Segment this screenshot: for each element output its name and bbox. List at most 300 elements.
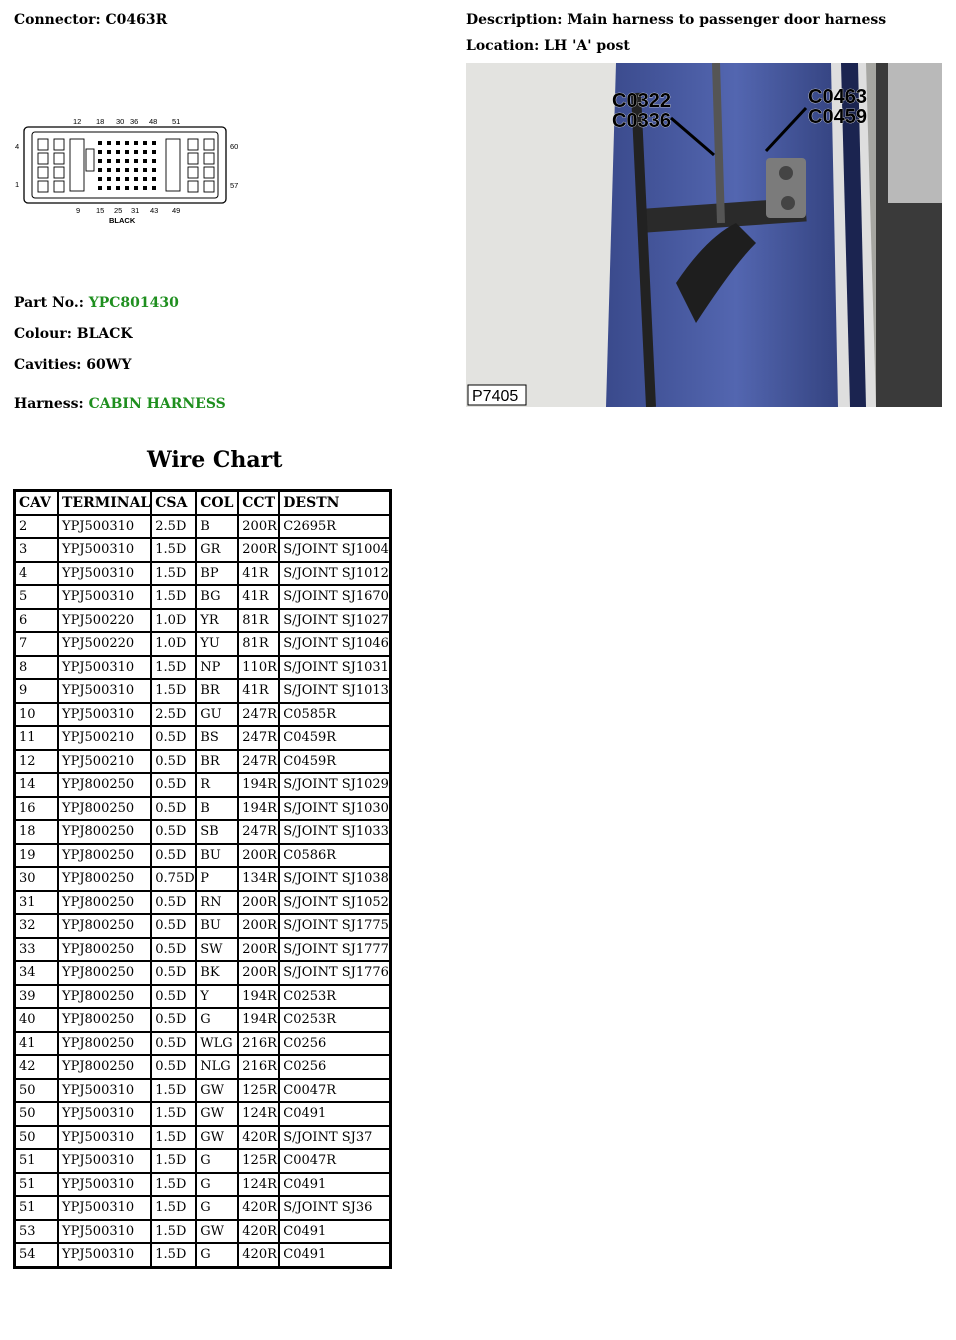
table-cell: S/JOINT SJ1013: [279, 679, 390, 703]
table-cell: 41R: [238, 562, 279, 586]
connector-cavity: [188, 139, 198, 150]
table-cell: 41: [15, 1032, 59, 1056]
pin-number-right: 60: [230, 142, 239, 151]
table-cell: S/JOINT SJ37: [279, 1126, 390, 1150]
connector-pin: [143, 159, 147, 163]
table-cell: 40: [15, 1008, 59, 1032]
connector-pin: [152, 150, 156, 154]
connector-pin: [107, 159, 111, 163]
table-cell: 19: [15, 844, 59, 868]
table-cell: S/JOINT SJ1775: [279, 914, 390, 938]
table-row: [15, 609, 391, 633]
connector-pin: [125, 168, 129, 172]
table-cell: GU: [196, 703, 238, 727]
part-number-link[interactable]: YPC801430: [88, 295, 179, 311]
table-cell: C0491: [279, 1220, 390, 1244]
table-cell: S/JOINT SJ1004: [279, 538, 390, 562]
connector-pin: [98, 177, 102, 181]
table-row: [15, 1220, 391, 1244]
connector-cavity: [204, 139, 214, 150]
table-cell: NLG: [196, 1055, 238, 1079]
wire-chart-title: Wire Chart: [147, 447, 283, 473]
connector-cavity: [54, 153, 64, 164]
connector-pin: [98, 141, 102, 145]
table-cell: 16: [15, 797, 59, 821]
cavities-label: Cavities:: [14, 357, 82, 373]
table-cell: YPJ800250: [58, 773, 151, 797]
column-header: COL: [196, 491, 238, 515]
table-row: [15, 1008, 391, 1032]
connector-pin: [152, 159, 156, 163]
table-cell: 1.5D: [151, 1149, 196, 1173]
table-row: [15, 562, 391, 586]
connector-cavity: [54, 181, 64, 192]
connector-pin: [134, 159, 138, 163]
table-cell: 34: [15, 961, 59, 985]
connector-pin: [143, 177, 147, 181]
table-cell: G: [196, 1008, 238, 1032]
table-cell: GW: [196, 1220, 238, 1244]
pin-number-bottom: 25: [114, 206, 123, 215]
table-cell: C0256: [279, 1055, 390, 1079]
table-cell: YPJ500310: [58, 1149, 151, 1173]
table-cell: 81R: [238, 632, 279, 656]
pin-number-bottom: 9: [76, 206, 81, 215]
table-cell: 134R: [238, 867, 279, 891]
table-cell: YPJ500310: [58, 1102, 151, 1126]
connector-pin: [152, 141, 156, 145]
table-row: [15, 703, 391, 727]
photo-bolt: [781, 196, 795, 210]
table-cell: B: [196, 515, 238, 539]
wire-chart-body: [15, 515, 391, 1268]
table-cell: 0.5D: [151, 1008, 196, 1032]
table-cell: BS: [196, 726, 238, 750]
table-cell: C2695R: [279, 515, 390, 539]
table-cell: YPJ500310: [58, 1243, 151, 1267]
table-cell: YPJ500310: [58, 1173, 151, 1197]
table-cell: S/JOINT SJ1033: [279, 820, 390, 844]
table-cell: Y: [196, 985, 238, 1009]
table-cell: 1.5D: [151, 1102, 196, 1126]
connector-pin: [143, 150, 147, 154]
table-cell: GW: [196, 1126, 238, 1150]
table-cell: YPJ500210: [58, 726, 151, 750]
table-cell: 50: [15, 1126, 59, 1150]
table-cell: YPJ800250: [58, 1008, 151, 1032]
pin-number-right: 57: [230, 181, 239, 190]
table-cell: 420R: [238, 1196, 279, 1220]
table-cell: 247R: [238, 750, 279, 774]
table-cell: RN: [196, 891, 238, 915]
colour-line: [14, 326, 133, 342]
table-cell: S/JOINT SJ1030: [279, 797, 390, 821]
callout-label: C0459: [808, 106, 867, 128]
description-line: [466, 12, 886, 28]
table-cell: 50: [15, 1079, 59, 1103]
table-row: [15, 961, 391, 985]
colour-label: Colour:: [14, 326, 72, 342]
pin-number-bottom: 15: [96, 206, 105, 215]
pin-number-top: 18: [96, 117, 105, 126]
cavities-value: 60WY: [86, 357, 132, 373]
connector-pin: [98, 186, 102, 190]
table-cell: 0.5D: [151, 891, 196, 915]
table-cell: BU: [196, 914, 238, 938]
table-cell: 0.5D: [151, 938, 196, 962]
part-number-label: Part No.:: [14, 295, 84, 311]
connector-cavity: [38, 139, 48, 150]
table-cell: 5: [15, 585, 59, 609]
table-cell: 32: [15, 914, 59, 938]
table-cell: SB: [196, 820, 238, 844]
connector-pin: [152, 168, 156, 172]
table-row: [15, 797, 391, 821]
pin-number-top: 30: [116, 117, 125, 126]
table-cell: GW: [196, 1102, 238, 1126]
table-cell: 200R: [238, 891, 279, 915]
connector-pin: [134, 150, 138, 154]
table-cell: 0.5D: [151, 773, 196, 797]
table-cell: 0.5D: [151, 985, 196, 1009]
table-cell: 194R: [238, 1008, 279, 1032]
table-cell: 125R: [238, 1079, 279, 1103]
table-cell: 3: [15, 538, 59, 562]
table-cell: YPJ800250: [58, 1032, 151, 1056]
table-cell: WLG: [196, 1032, 238, 1056]
table-row: [15, 1055, 391, 1079]
table-cell: S/JOINT SJ36: [279, 1196, 390, 1220]
table-cell: YPJ800250: [58, 961, 151, 985]
table-cell: 0.5D: [151, 726, 196, 750]
table-row: [15, 1126, 391, 1150]
table-row: [15, 656, 391, 680]
table-cell: 2.5D: [151, 703, 196, 727]
table-cell: 51: [15, 1196, 59, 1220]
table-cell: 10: [15, 703, 59, 727]
table-cell: 1.5D: [151, 1126, 196, 1150]
connector-pin: [107, 150, 111, 154]
connector-pin: [134, 168, 138, 172]
connector-pin: [125, 150, 129, 154]
table-cell: YPJ800250: [58, 891, 151, 915]
connector-cavity: [204, 181, 214, 192]
table-cell: YPJ500310: [58, 679, 151, 703]
connector-pin: [134, 186, 138, 190]
table-row: [15, 1079, 391, 1103]
table-row: [15, 985, 391, 1009]
table-cell: 110R: [238, 656, 279, 680]
table-row: [15, 914, 391, 938]
table-cell: C0459R: [279, 726, 390, 750]
table-row: [15, 891, 391, 915]
table-cell: S/JOINT SJ1038: [279, 867, 390, 891]
connector-pin: [116, 159, 120, 163]
table-cell: 4: [15, 562, 59, 586]
table-cell: 200R: [238, 844, 279, 868]
table-cell: 31: [15, 891, 59, 915]
connector-cavity: [166, 139, 180, 191]
photo-interior-trim: [888, 63, 942, 203]
table-cell: C0586R: [279, 844, 390, 868]
connector-pin: [98, 159, 102, 163]
table-cell: YPJ800250: [58, 867, 151, 891]
connector-cavity: [70, 139, 84, 191]
table-cell: C0047R: [279, 1079, 390, 1103]
table-cell: YPJ500310: [58, 1079, 151, 1103]
table-cell: 54: [15, 1243, 59, 1267]
table-cell: 1.5D: [151, 538, 196, 562]
pin-number-top: 51: [172, 117, 181, 126]
table-cell: 200R: [238, 914, 279, 938]
connector-pin: [143, 168, 147, 172]
table-cell: 9: [15, 679, 59, 703]
connector-cavity: [38, 181, 48, 192]
table-cell: 124R: [238, 1102, 279, 1126]
table-cell: 247R: [238, 820, 279, 844]
connector-value: C0463R: [105, 12, 168, 28]
connector-pin: [107, 141, 111, 145]
table-cell: 0.5D: [151, 797, 196, 821]
table-cell: 33: [15, 938, 59, 962]
connector-pin: [116, 168, 120, 172]
connector-pin: [152, 177, 156, 181]
table-row: [15, 1149, 391, 1173]
table-cell: YPJ500220: [58, 609, 151, 633]
harness-line: [14, 396, 226, 412]
connector-pin: [107, 168, 111, 172]
connector-pin: [143, 186, 147, 190]
connector-cavity: [204, 153, 214, 164]
table-cell: 0.5D: [151, 820, 196, 844]
location-photo: [466, 63, 942, 407]
table-cell: YPJ800250: [58, 820, 151, 844]
table-cell: YPJ500310: [58, 703, 151, 727]
table-row: [15, 1243, 391, 1267]
table-cell: 247R: [238, 726, 279, 750]
table-cell: C0491: [279, 1243, 390, 1267]
table-cell: 0.5D: [151, 961, 196, 985]
table-row: [15, 820, 391, 844]
table-cell: 81R: [238, 609, 279, 633]
table-cell: 200R: [238, 938, 279, 962]
connector-pin: [98, 150, 102, 154]
pin-number-bottom: 31: [131, 206, 140, 215]
pin-number-left: 4: [15, 142, 20, 151]
connector-pin: [134, 141, 138, 145]
column-header: CAV: [15, 491, 59, 515]
table-cell: 1.5D: [151, 1196, 196, 1220]
connector-pin: [116, 177, 120, 181]
table-cell: 2.5D: [151, 515, 196, 539]
table-cell: 1.0D: [151, 632, 196, 656]
table-cell: S/JOINT SJ1777: [279, 938, 390, 962]
connector-cavity: [38, 167, 48, 178]
table-cell: 200R: [238, 538, 279, 562]
table-cell: 200R: [238, 961, 279, 985]
harness-link[interactable]: CABIN HARNESS: [88, 396, 226, 412]
connector-colour-caption: BLACK: [109, 216, 136, 225]
table-cell: C0585R: [279, 703, 390, 727]
table-cell: YPJ500310: [58, 1220, 151, 1244]
wire-chart-table: [13, 489, 392, 1269]
connector-heading: [14, 12, 167, 28]
table-cell: 1.5D: [151, 1243, 196, 1267]
table-cell: BP: [196, 562, 238, 586]
table-cell: R: [196, 773, 238, 797]
table-cell: C0047R: [279, 1149, 390, 1173]
table-cell: 1.0D: [151, 609, 196, 633]
table-cell: NP: [196, 656, 238, 680]
table-cell: 0.5D: [151, 1055, 196, 1079]
table-cell: C0253R: [279, 1008, 390, 1032]
table-cell: S/JOINT SJ1776: [279, 961, 390, 985]
table-header-row: [15, 491, 391, 515]
connector-pin: [116, 141, 120, 145]
table-row: [15, 1032, 391, 1056]
pin-number-bottom: 43: [150, 206, 159, 215]
table-cell: C0256: [279, 1032, 390, 1056]
table-row: [15, 773, 391, 797]
table-cell: C0459R: [279, 750, 390, 774]
pin-number-top: 48: [149, 117, 158, 126]
table-cell: BR: [196, 750, 238, 774]
connector-pin: [134, 177, 138, 181]
connector-pin: [116, 186, 120, 190]
table-cell: G: [196, 1173, 238, 1197]
table-cell: 50: [15, 1102, 59, 1126]
table-cell: 0.5D: [151, 1032, 196, 1056]
description-value: Main harness to passenger door harness: [567, 12, 887, 28]
table-row: [15, 1196, 391, 1220]
table-cell: GR: [196, 538, 238, 562]
cavities-line: [14, 357, 132, 373]
table-cell: 216R: [238, 1055, 279, 1079]
connector-pin: [98, 168, 102, 172]
connector-cavity: [54, 139, 64, 150]
table-cell: 2: [15, 515, 59, 539]
table-cell: YU: [196, 632, 238, 656]
connector-cavity: [38, 153, 48, 164]
table-cell: 216R: [238, 1032, 279, 1056]
table-row: [15, 632, 391, 656]
connector-cavity: [54, 167, 64, 178]
table-cell: YPJ500310: [58, 538, 151, 562]
table-cell: 14: [15, 773, 59, 797]
table-cell: S/JOINT SJ1027: [279, 609, 390, 633]
colour-value: BLACK: [76, 326, 133, 342]
photo-trim-panel: [466, 63, 616, 407]
table-cell: 42: [15, 1055, 59, 1079]
table-cell: YPJ500310: [58, 585, 151, 609]
column-header: CSA: [151, 491, 196, 515]
pin-number-top: 36: [130, 117, 139, 126]
table-cell: 420R: [238, 1243, 279, 1267]
table-row: [15, 750, 391, 774]
connector-pin: [143, 141, 147, 145]
location-label: Location:: [466, 38, 540, 54]
table-cell: 1.5D: [151, 679, 196, 703]
table-cell: YPJ800250: [58, 844, 151, 868]
connector-pin: [125, 186, 129, 190]
table-cell: 51: [15, 1173, 59, 1197]
callout-label: C0336: [612, 110, 671, 132]
table-cell: BK: [196, 961, 238, 985]
table-cell: 1.5D: [151, 1173, 196, 1197]
column-header: DESTN: [279, 491, 390, 515]
table-cell: 41R: [238, 679, 279, 703]
table-cell: SW: [196, 938, 238, 962]
table-row: [15, 585, 391, 609]
table-cell: 0.75D: [151, 867, 196, 891]
table-cell: 53: [15, 1220, 59, 1244]
table-cell: 18: [15, 820, 59, 844]
table-row: [15, 515, 391, 539]
table-cell: YPJ800250: [58, 1055, 151, 1079]
connector-diagram: [12, 115, 244, 227]
table-cell: 51: [15, 1149, 59, 1173]
table-cell: 0.5D: [151, 844, 196, 868]
photo-harness: [716, 63, 721, 223]
table-row: [15, 867, 391, 891]
pin-number-left: 1: [15, 180, 20, 189]
table-cell: G: [196, 1196, 238, 1220]
table-cell: 125R: [238, 1149, 279, 1173]
table-cell: P: [196, 867, 238, 891]
connector-cavity: [188, 167, 198, 178]
connector-label: Connector:: [14, 12, 101, 28]
connector-pin: [152, 186, 156, 190]
table-cell: BR: [196, 679, 238, 703]
table-cell: YPJ500310: [58, 562, 151, 586]
connector-pin: [125, 177, 129, 181]
table-row: [15, 1173, 391, 1197]
column-header: CCT: [238, 491, 279, 515]
table-cell: C0491: [279, 1173, 390, 1197]
table-cell: 194R: [238, 797, 279, 821]
table-cell: YPJ800250: [58, 985, 151, 1009]
table-cell: YPJ500310: [58, 656, 151, 680]
table-row: [15, 726, 391, 750]
connector-pin: [116, 150, 120, 154]
table-cell: YPJ800250: [58, 797, 151, 821]
table-cell: 7: [15, 632, 59, 656]
pin-number-bottom: 49: [172, 206, 181, 215]
table-cell: 200R: [238, 515, 279, 539]
table-cell: 420R: [238, 1220, 279, 1244]
table-cell: 30: [15, 867, 59, 891]
table-cell: S/JOINT SJ1012: [279, 562, 390, 586]
table-row: [15, 679, 391, 703]
table-cell: YPJ500310: [58, 515, 151, 539]
table-cell: 420R: [238, 1126, 279, 1150]
table-cell: YPJ500210: [58, 750, 151, 774]
table-cell: YPJ500220: [58, 632, 151, 656]
table-cell: YPJ500310: [58, 1196, 151, 1220]
table-cell: 1.5D: [151, 1220, 196, 1244]
table-cell: 124R: [238, 1173, 279, 1197]
table-cell: BU: [196, 844, 238, 868]
pin-number-top: 12: [73, 117, 82, 126]
connector-cavity: [86, 149, 94, 171]
table-cell: YPJ800250: [58, 914, 151, 938]
table-cell: 8: [15, 656, 59, 680]
connector-cavity: [204, 167, 214, 178]
table-cell: GW: [196, 1079, 238, 1103]
table-row: [15, 1102, 391, 1126]
table-cell: 247R: [238, 703, 279, 727]
table-cell: 0.5D: [151, 914, 196, 938]
